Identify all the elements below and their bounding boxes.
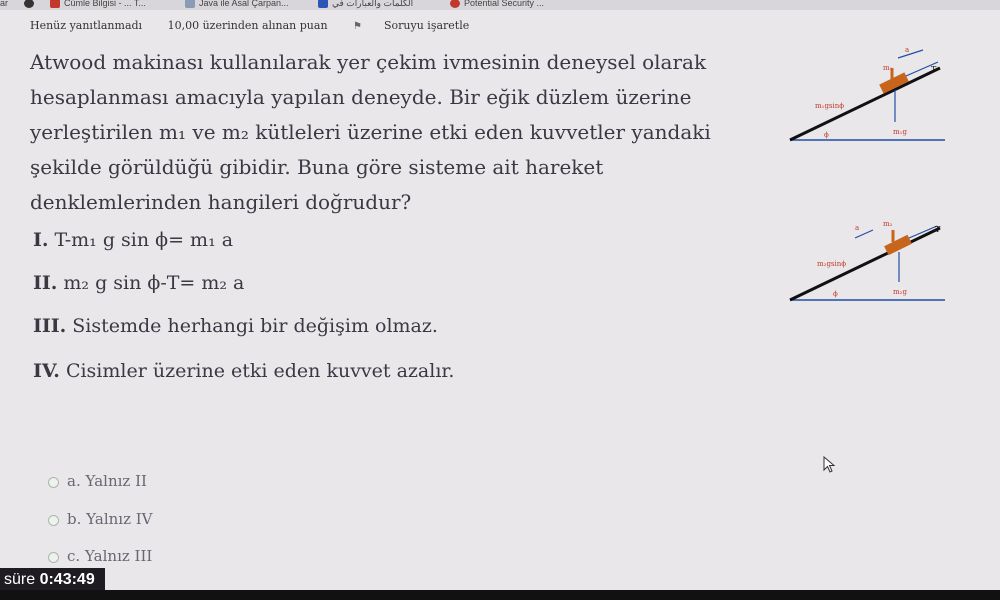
mass-block <box>884 235 912 255</box>
tension-label: T <box>931 65 937 74</box>
answer-option-a[interactable]: a. Yalnız II <box>48 472 147 490</box>
bookmark-item[interactable] <box>24 0 38 8</box>
tension-label: T <box>935 225 941 234</box>
bookmark-icon <box>50 0 60 8</box>
bookmark-icon <box>185 0 195 8</box>
acceleration-arrow <box>898 50 923 58</box>
answer-option-c[interactable]: c. Yalnız III <box>48 547 152 565</box>
bookmark-item[interactable]: Java ile Asal Çarpan... <box>185 0 289 8</box>
radio-button[interactable] <box>48 552 59 563</box>
statement-3: III. Sistemde herhangi bir değişim olmaz. <box>33 315 438 337</box>
bookmark-item[interactable]: ar <box>0 0 9 8</box>
acceleration-label: a <box>905 46 910 54</box>
statement-1: I. T-m₁ g sin ϕ= m₁ a <box>33 229 234 251</box>
radio-button[interactable] <box>48 515 59 526</box>
incline-line <box>790 68 940 140</box>
statement-2: II. m₂ g sin ϕ-T= m₂ a <box>33 272 245 294</box>
incline-figure-1 <box>780 40 955 150</box>
radio-button[interactable] <box>48 477 59 488</box>
question-status: Henüz yanıtlanmadı <box>30 19 143 32</box>
answer-option-b[interactable]: b. Yalnız IV <box>48 510 153 528</box>
bookmark-item[interactable]: Cümle Bilgisi - ... T... <box>50 0 146 8</box>
weight-label: m₂g <box>893 288 907 296</box>
acceleration-label: a <box>855 224 860 232</box>
incline-line <box>790 228 940 300</box>
timer: süre 0:43:49 <box>0 568 105 592</box>
bookmark-icon <box>318 0 328 8</box>
globe-icon <box>24 0 34 8</box>
mouse-cursor-icon <box>823 456 837 474</box>
incline-force-label: m₁gsinϕ <box>815 102 845 110</box>
flag-icon: ⚑ <box>353 21 363 32</box>
mass-label: m₂ <box>883 220 893 228</box>
weight-label: m₁g <box>893 128 907 136</box>
angle-label: ϕ <box>833 290 838 298</box>
taskbar <box>0 590 1000 600</box>
flag-question-button[interactable]: ⚑ Soruyu işaretle <box>353 19 470 32</box>
angle-label: ϕ <box>824 131 829 139</box>
bookmark-icon <box>450 0 460 8</box>
bookmarks-bar <box>0 0 1000 10</box>
statement-4: IV. Cisimler üzerine etki eden kuvvet azalır. <box>33 360 455 382</box>
bookmark-item[interactable]: Potential Security ... <box>450 0 544 8</box>
question-points: 10,00 üzerinden alınan puan <box>167 19 328 32</box>
question-text: Atwood makinası kullanılarak yer çekim ivmesinin deneysel olarak hesaplanması amacıyla yapılan deneyde. Bir eğik düzlem üzerine yerleştirilen m₁ ve m₂ kütleleri üzerine etki eden kuvvetler yandaki şekilde görüldüğü gibidir. Buna göre sisteme ait hareket denklemlerinden hangileri doğrudur? <box>30 50 711 214</box>
mass-label: m₁ <box>883 64 893 72</box>
incline-figure-2 <box>785 210 960 310</box>
bookmark-item[interactable]: الكلمات والعبارات في <box>318 0 413 9</box>
question-info <box>30 19 513 32</box>
incline-force-label: m₂gsinϕ <box>817 260 847 268</box>
